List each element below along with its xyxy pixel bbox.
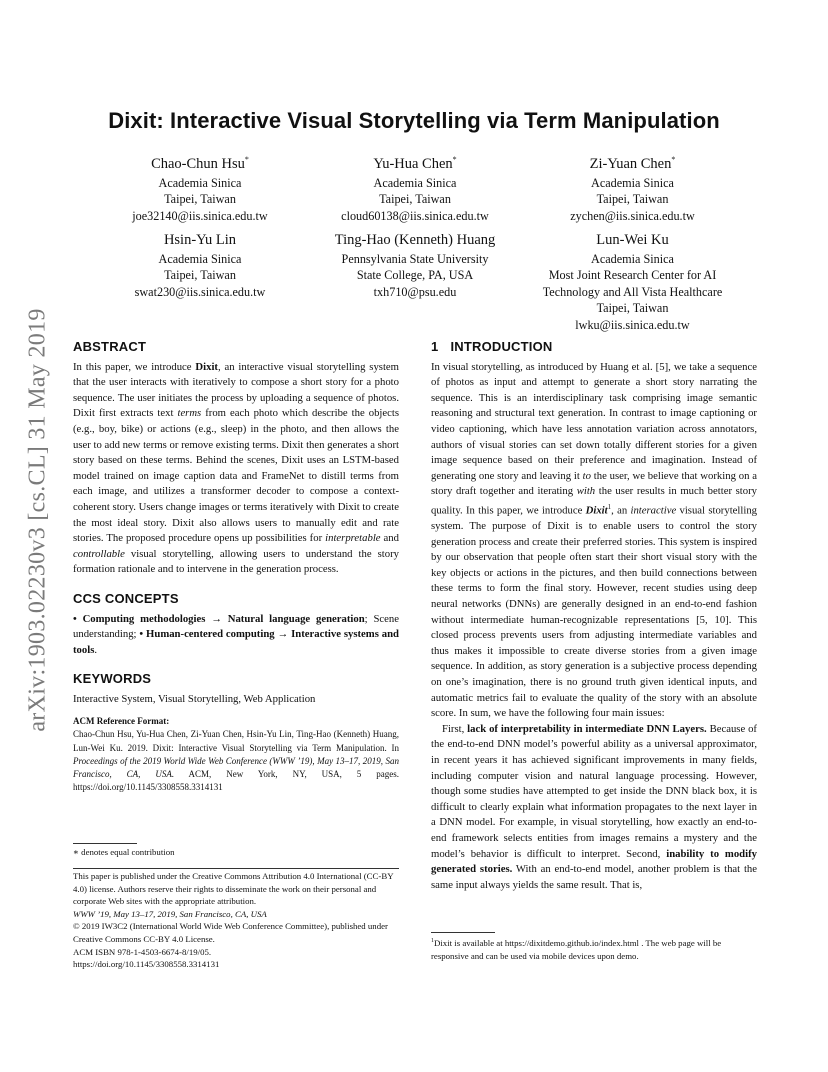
- equal-contribution-mark: *: [452, 155, 457, 164]
- author-affiliation: Technology and All Vista Healthcare: [542, 284, 723, 299]
- doi-link[interactable]: https://doi.org/10.1145/3308558.3314131: [73, 959, 220, 970]
- author-email: swat230@iis.sinica.edu.tw: [134, 284, 266, 299]
- conference-info: WWW ’19, May 13–17, 2019, San Francisco, CA, USA: [73, 908, 267, 919]
- author-email: cloud60138@iis.sinica.edu.tw: [341, 208, 489, 223]
- section-heading-introduction: [431, 339, 757, 355]
- author-email: txh710@psu.edu: [373, 284, 457, 299]
- author-affiliation: Academia Sinica: [158, 252, 242, 266]
- left-column: [73, 339, 399, 794]
- license-rule: [73, 868, 399, 869]
- author-block: [525, 150, 740, 224]
- author-location: Taipei, Taiwan: [596, 192, 669, 207]
- keywords-heading: KEYWORDS: [73, 671, 152, 687]
- author-affiliation: Academia Sinica: [591, 252, 674, 266]
- arxiv-side-label: arXiv:1903.02230v3 [cs.CL] 31 May 2019: [24, 308, 51, 732]
- author-name: Chao-Chun Hsu: [151, 155, 245, 172]
- abstract-heading: ABSTRACT: [73, 339, 147, 354]
- ccs-heading: CCS CONCEPTS: [73, 590, 179, 606]
- author-email: joe32140@iis.sinica.edu.tw: [132, 208, 268, 223]
- author-location: State College, PA, USA: [356, 268, 474, 283]
- license-block: [73, 870, 399, 971]
- section-number: 1: [431, 339, 439, 354]
- author-location: Taipei, Taiwan: [379, 192, 451, 207]
- author-block: [300, 231, 530, 300]
- author-name: Lun-Wei Ku: [596, 232, 669, 248]
- footnote-rule: [73, 843, 137, 844]
- equal-contribution-mark: *: [244, 155, 249, 164]
- acm-reference-text: Chao-Chun Hsu, Yu-Hua Chen, Zi-Yuan Chen, Hsin-Yu Lin, Ting-Hao (Kenneth) Huang, Lun-Wei Ku. 2019. Dixit: Interactive Visual Storytelling via Term Manipulation. In Proceedings of the 2019 World Wide Web Conference (WWW ’19), May 13–17, 2019, San Francisco, CA, USA. ACM, New York, NY, USA, 5 pages. https://doi.org/10.1145/3308558.3314131: [73, 729, 399, 793]
- author-location: Taipei, Taiwan: [164, 268, 236, 283]
- footnote-mark: 1: [431, 938, 434, 944]
- author-name: Yu-Hua Chen: [373, 155, 453, 172]
- equal-contribution-note: ∗ denotes equal contribution: [73, 847, 175, 857]
- author-block: [95, 231, 305, 300]
- footnote-text: Dixit is available at https://dixitdemo.github.io/index.html . The web page will be responsive and can be used via mobile devices upon demo.: [431, 937, 722, 961]
- author-affiliation: Academia Sinica: [373, 175, 457, 190]
- ccs-text: • Computing methodologies → Natural language generation; Scene understanding; • Human-centered computing → Interactive systems and tools.: [73, 612, 399, 656]
- copyright-text: © 2019 IW3C2 (International World Wide Web Conference Committee), published under Creative Commons CC-BY 4.0 License.: [73, 921, 388, 944]
- abstract-text: In this paper, we introduce Dixit, an interactive visual storytelling system that the user interacts with iteratively to compose a short story for a photo sequence. The user initiates the process by uploading a sequence of photos. Dixit first extracts text terms from each photo which describe the objects (e.g., boy, bike) or actions (e.g., sleep) in the photo, and then allows the user to add new terms or remove existing terms. Dixit then generates a short story based on these terms. Behind the scenes, Dixit uses an LSTM-based model trained on image caption data and FrameNet to distill terms from each image, and utilizes a transformer decoder to compose a context-coherent story. Users change images or terms iteratively with Dixit to create the most ideal story. Dixit also allows users to manually edit and rate stories. The proposed procedure opens up possibilities for interpretable and controllable visual storytelling, allowing users to understand the story formation rationale and to intervene in the generation process.: [73, 360, 399, 576]
- keywords-text: Interactive System, Visual Storytelling, Web Application: [73, 692, 316, 705]
- author-location: Taipei, Taiwan: [596, 301, 669, 316]
- intro-paragraph: First, lack of interpretability in intermediate DNN Layers. Because of the end-to-end DNN model’s powerful ability as a universal approximator, in recent years it has achieved significant improvements in many fields, including computer vision and natural language processing. However, though some studies have attempted to get inside the DNN black box, it is difficult to clearly explain what information propagates to the next layer in a DNN model. For example, in visual storytelling, how exactly an end-to-end framework selects entities from images remains a mystery and the model’s behavior is difficult to interpret. Second, inability to modify generated stories. With an end-to-end model, another problem is that the same input always yields the same result. That is,: [431, 722, 757, 891]
- equal-contribution-mark: *: [671, 155, 676, 164]
- license-text: This paper is published under the Creative Commons Attribution 4.0 International (CC-BY 4.0) license. Authors reserve their rights to disseminate the work on their personal and corporate Web sites with the appropriate attribution.: [73, 871, 394, 907]
- author-affiliation: Most Joint Research Center for AI: [548, 268, 717, 283]
- author-block: [95, 150, 305, 224]
- footnote-rule: [431, 932, 495, 933]
- author-email: zychen@iis.sinica.edu.tw: [570, 208, 695, 223]
- author-name: Hsin-Yu Lin: [163, 232, 237, 248]
- paper-title: Dixit: Interactive Visual Storytelling via Term Manipulation: [108, 108, 720, 133]
- footnote-1: [431, 935, 757, 962]
- author-block: [520, 231, 745, 333]
- acm-reference-heading: ACM Reference Format:: [73, 716, 170, 727]
- author-name: Ting-Hao (Kenneth) Huang: [334, 232, 496, 248]
- isbn-text: ACM ISBN 978-1-4503-6674-8/19/05.: [73, 946, 212, 957]
- author-block: [310, 150, 520, 224]
- author-name: Zi-Yuan Chen: [589, 155, 672, 172]
- section-title: INTRODUCTION: [450, 339, 553, 354]
- intro-paragraph: In visual storytelling, as introduced by Huang et al. [5], we take a sequence of photos as input and attempt to generate a short story narrating the sequence. This is an interdisciplinary task comprising image semantic reasoning and structural text generation. In contrast to image captioning or video captioning, which have less annotation variation across annotators, authors of visual stories can set down totally different stories for a given image sequence based on their preference and imagination. Instead of generating one story and leaving it to the user, we believe that working on a story draft together and iterating with the user results in much better story quality. In this paper, we introduce Dixit$^1$, an interactive visual storytelling system. The purpose of Dixit is to enable users to control the story generation process and create their preferred stories. This system is inspired by our observation that people often start their short visual story with the key objects or actions in the pictures, and then build connections between these terms to form the final story. However, recent studies using deep neural networks (DNNs) are generally designed in an end-to-end fashion without intermediate human-recognizable representations [5, 10]. This closed process prevents users from adjusting intermediate variables and thus makes it impossible to create diverse stories from a given image sequence. In addition, as story generation is a subjective process depending on one’s imagination, there is no ground truth given identical inputs, and automatic metrics fail to evaluate the quality of the story with an absolute score. In sum, we have the following four main issues:: [431, 360, 758, 720]
- footnote-ref: 1: [607, 502, 612, 511]
- author-email: lwku@iis.sinica.edu.tw: [575, 317, 690, 332]
- author-affiliation: Pennsylvania State University: [341, 252, 489, 266]
- right-column: [431, 339, 757, 893]
- author-affiliation: Academia Sinica: [591, 175, 674, 190]
- author-affiliation: Academia Sinica: [158, 175, 242, 190]
- author-location: Taipei, Taiwan: [164, 192, 236, 207]
